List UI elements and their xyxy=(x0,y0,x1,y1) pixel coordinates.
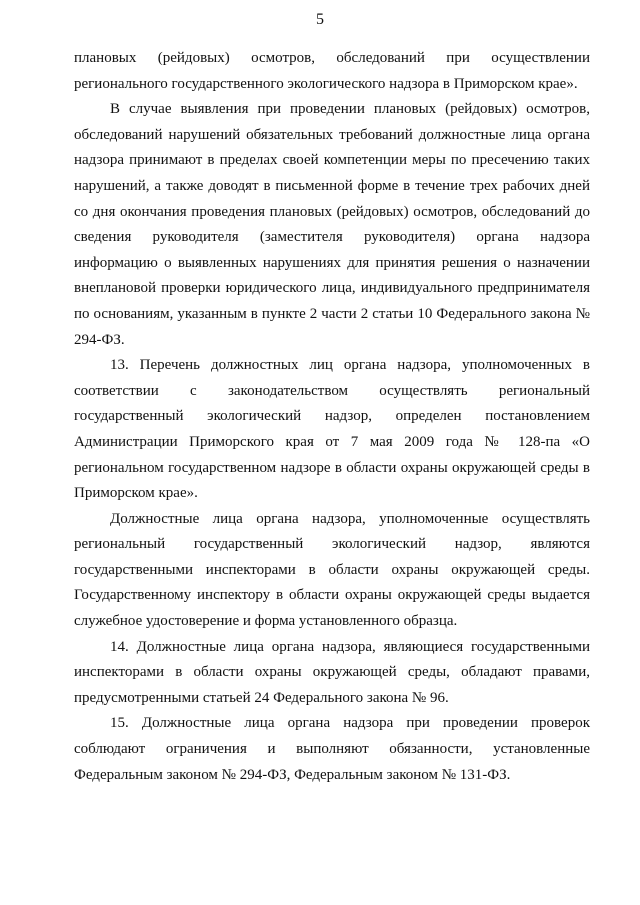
paragraph-violations-detected: В случае выявления при проведении плановых (рейдовых) осмотров, обследований нарушений обязательных требований должностные лица органа надзора принимают в пределах своей компетенции меры по пресечению таких нарушений, а также доводят в письменной форме в течение трех рабочих дней со дня окончания проведения плановых (рейдовых) осмотров, обследований до сведения руководителя (заместителя руководителя) органа надзора информацию о выявленных нарушениях для принятия решения о назначении внеплановой проверки юридического лица, индивидуального предпринимателя по основаниям, указанным в пункте 2 части 2 статьи 10 Федерального закона № 294-ФЗ. xyxy=(74,101,590,348)
paragraph-continuation: плановых (рейдовых) осмотров, обследований при осуществлении регионального государственного экологического надзора в Приморском крае». xyxy=(74,50,590,92)
paragraph-item-15: 15. Должностные лица органа надзора при проведении проверок соблюдают ограничения и выполняют обязанности, установленные Федеральным законом № 294-ФЗ, Федеральным законом № 131-ФЗ. xyxy=(74,715,590,783)
page-number: 5 xyxy=(316,11,324,28)
paragraph-item-13: 13. Перечень должностных лиц органа надзора, уполномоченных в соответствии с законодательством осуществлять региональный государственный экологический надзор, определен постановлением Администрации Приморского края от 7 мая 2009 года № 128-па «О региональном государственном надзоре в области охраны окружающей среды в Приморском крае». xyxy=(74,357,590,502)
paragraph-state-inspectors: Должностные лица органа надзора, уполномоченные осуществлять региональный государственный экологический надзор, являются государственными инспекторами в области охраны окружающей среды. Государственному инспектору в области охраны окружающей среды выдается служебное удостоверение и форма установленного образца. xyxy=(74,510,590,630)
paragraph-item-14: 14. Должностные лица органа надзора, являющиеся государственными инспекторами в области охраны окружающей среды, обладают правами, предусмотренными статьей 24 Федерального закона № 96. xyxy=(74,638,590,706)
document-body xyxy=(74,46,590,788)
